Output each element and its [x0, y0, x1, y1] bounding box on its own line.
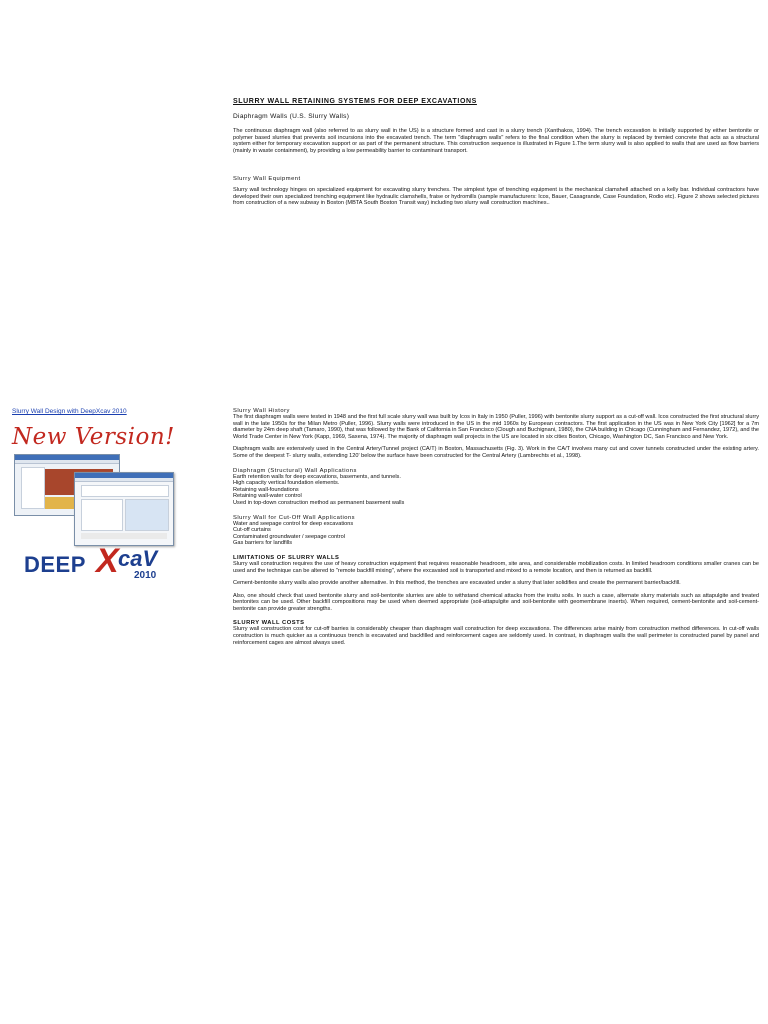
list-item: Earth retention walls for deep excavations, basements, and tunnels. [233, 473, 401, 480]
chemical-attack-paragraph: Also, one should check that used bentonite slurry and soil-bentonite slurries are able to withstand chemical attacks from the insitu soils. In such a case, alternate slurry materials such as attapulgite and treated bentonites can be used. Other backfill compositions may be used when deemed appropriate (soil-attapulgite and soil-bentonite with geomembrane inserts). When required, cement-bentonite and soil-cement-bentonite can provide greater strengths. [233, 592, 759, 612]
cutoff-list [233, 521, 759, 547]
list-item: Cut-off curtains [233, 527, 271, 534]
deepxcav-link[interactable]: Slurry Wall Design with DeepXcav 2010 [12, 408, 127, 415]
software-screenshot-dialog [74, 472, 174, 546]
structural-heading: Diaphragm (Structural) Wall Applications [233, 467, 357, 474]
cement-bentonite-paragraph: Cement-bentonite slurry walls also provide another alternative. In this method, the trenches are excavated under a slurry that later solidifies and create the permanent barrier/backfill. [233, 580, 681, 587]
costs-paragraph: Slurry wall construction cost for cut-off barries is considerably cheaper than diaphragm wall construction for deep excavations. The differences arise mainly from construction method differences. In cut-off walls construction is much quicker as a continuous trench is excavated and backfilled and reinforcement cages are seldomly used. In contrast, in diaphragm walls the wall perimeter is constructed panel by panel and reinforcement cages are almost always used. [233, 626, 759, 646]
section-subtitle: Diaphragm Walls (U.S. Slurry Walls) [233, 113, 350, 120]
list-item: Used in top-down construction method as permanent basement walls [233, 499, 405, 506]
intro-block [233, 128, 759, 154]
logo-year: 2010 [134, 570, 157, 581]
list-item: High capacity vertical foundation elements. [233, 480, 340, 487]
window-menubar [15, 460, 119, 464]
structural-list [233, 474, 759, 507]
limitations-heading: LIMITATIONS OF SLURRY WALLS [233, 554, 340, 561]
deepxcav-banner[interactable] [10, 420, 175, 580]
list-item: Contaminated groundwater / seepage control [233, 533, 345, 540]
side-panel [21, 467, 45, 509]
limitations-paragraph: Slurry wall construction requires the use of heavy construction equipment that requires reasonable headroom, site area, and considerable mobilization costs. In limited headroom conditions smaller cranes can be used and the technique can be altered to "remote backfill mixing", where the excavated soil is transported and mixed to a remote location, and then is returned as backfill. [233, 560, 759, 574]
intro-paragraph: The continuous diaphragm wall (also referred to as slurry wall in the US) is a structure formed and cast in a slurry trench (Xanthakos, 1994). The trench excavation is initially supported by either bentonite or polymer based slurries that prevents soil incursions into the excavated trench. The term "diaphragm walls" refers to the final condition when the slurry is replaced by tremied concrete that acts as a structural system either for temporary excavation support or as part of the permanent structure. This construction sequence is illustrated in Figure 1.The term slurry wall is also applied to walls that are used as flow barriers (mainly in waste containment), by providing a low permeability barrier to contaminant transport. [233, 128, 759, 154]
central-artery-paragraph: Diaphragm walls are extensively used in the Central Artery/Tunnel project (CA/T) in Boston, Massachusetts (Fig. 3). Work in the CA/T involves many cut and cover tunnels constructed under the existing artery. Some of the deepest T- slurry walls, extending 120' below the surface have been constructed for the Central Artery (Lambrechts et al., 1998). [233, 446, 759, 459]
costs-heading: SLURRY WALL COSTS [233, 620, 305, 627]
cutoff-heading: Slurry Wall for Cut-Off Wall Applications [233, 514, 356, 521]
banner-heading: New Version! [12, 424, 175, 450]
logo-deep: DEEP [24, 552, 86, 577]
list-item: Water and seepage control for deep excavations [233, 520, 354, 527]
dialog-menubar [75, 478, 173, 482]
history-paragraph: The first diaphragm walls were tested in 1948 and the first full scale slurry wall was built by Icos in Italy in 1950 (Puller, 1996) with bentonite slurry support as a cut-off wall. Icos constructed the first structural slurry wall in the late 1950s for the Milan Metro (Puller, 1996). Slurry walls were introduced in the US in the mid 1960s by European contractors. The first application in the US was in New York City [1962] for a 7m diameter by 24m deep shaft (Tamaro, 1990), that was followed by the Bank of California in San Francisco (Clough and Buchignani, 1980), the CNA building in Chicago (Cunningham and Fernandez, 1972), and the World Trade Center in New York (Kapp, 1969, Saxena, 1974). The majority of diaphragm wall projects in the US are located in six cities Boston, Chicago, Washington DC, San Francisco and New York. [233, 414, 759, 440]
history-section [233, 408, 759, 646]
dialog-statusbar [81, 533, 167, 539]
equipment-paragraph: Slurry wall technology hinges on specialized equipment for excavating slurry trenches. The simplest type of trenching equipment is the mechanical clamshell attached on a kelly bar. Individual contractors have developed their own specialized trenching equipment like hydraulic clamshells, fraise or hydromills (sample manufacturers: Icos, Bauer, Casagrande, Case Foundation, Rodio etc). Figure 2 shows selected pictures from construction of a new subway in Boston (MBTA South Boston Transit way) including two slurry wall construction machines.. [233, 187, 759, 207]
equipment-section [233, 176, 759, 207]
deepxcav-logo [24, 542, 174, 581]
list-item: Gas barriers for landfills [233, 540, 293, 547]
dialog-chart [125, 499, 169, 531]
history-heading: Slurry Wall History [233, 408, 290, 414]
logo-cav: caV [118, 546, 158, 571]
equipment-heading: Slurry Wall Equipment [233, 176, 301, 182]
list-item: Retaining wall-water control [233, 493, 302, 500]
logo-x: X [96, 542, 119, 580]
dialog-table [81, 499, 123, 531]
page-title: SLURRY WALL RETAINING SYSTEMS FOR DEEP EXCAVATIONS [233, 98, 477, 105]
dialog-toolbar [81, 485, 169, 497]
list-item: Retaining wall-foundations [233, 486, 299, 493]
